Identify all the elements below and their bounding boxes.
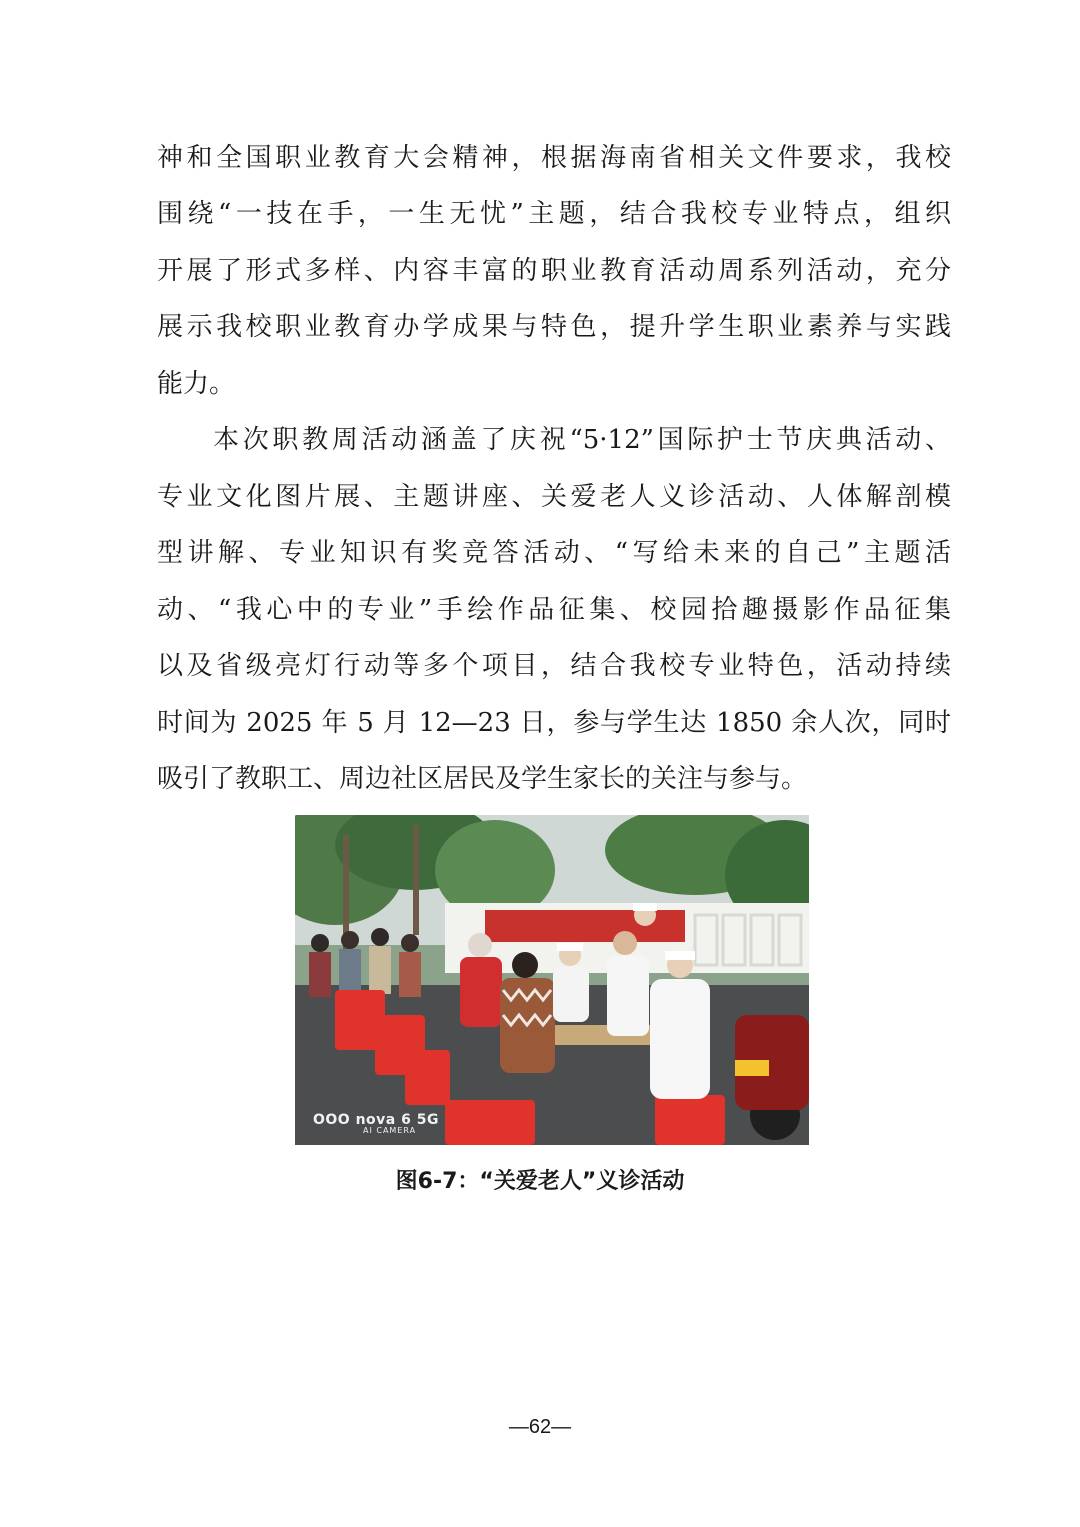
- paragraph-2-line-7: 吸引了教职工、周边社区居民及学生家长的关注与参与。: [157, 764, 808, 794]
- paragraph-2-line-4: 动、“我心中的专业”手绘作品征集、校园拾趣摄影作品征集: [157, 595, 951, 625]
- paragraph-1-line-3: 开展了形式多样、内容丰富的职业教育活动周系列活动，充分: [157, 256, 951, 286]
- page-number: —62—: [508, 1416, 572, 1438]
- paragraph-1-line-1: 神和全国职业教育大会精神，根据海南省相关文件要求，我校: [157, 143, 951, 173]
- event-photo-illustration: [295, 815, 809, 1145]
- camera-sub-text: AI CAMERA: [363, 1126, 417, 1135]
- paragraph-2-line-1: 本次职教周活动涵盖了庆祝“5·12”国际护士节庆典活动、: [213, 425, 951, 455]
- paragraph-1-line-5: 能力。: [157, 369, 236, 399]
- event-photo: [295, 815, 809, 1145]
- paragraph-2-line-5: 以及省级亮灯行动等多个项目，结合我校专业特色，活动持续: [157, 651, 951, 681]
- paragraph-1-line-2: 围绕“一技在手，一生无忧”主题，结合我校专业特点，组织: [157, 199, 951, 229]
- paragraph-1-line-4: 展示我校职业教育办学成果与特色，提升学生职业素养与实践: [157, 312, 951, 342]
- paragraph-2-line-6: 时间为 2025 年 5 月 12—23 日，参与学生达 1850 余人次，同时: [157, 708, 951, 738]
- paragraph-2-line-2: 专业文化图片展、主题讲座、关爱老人义诊活动、人体解剖模: [157, 482, 951, 512]
- figure-caption: 图6-7：“关爱老人”义诊活动: [395, 1169, 685, 1194]
- camera-watermark: [313, 1113, 439, 1135]
- paragraph-2-line-3: 型讲解、专业知识有奖竞答活动、“写给未来的自己”主题活: [157, 538, 951, 568]
- camera-model-text: OOO nova 6 5G: [313, 1112, 439, 1128]
